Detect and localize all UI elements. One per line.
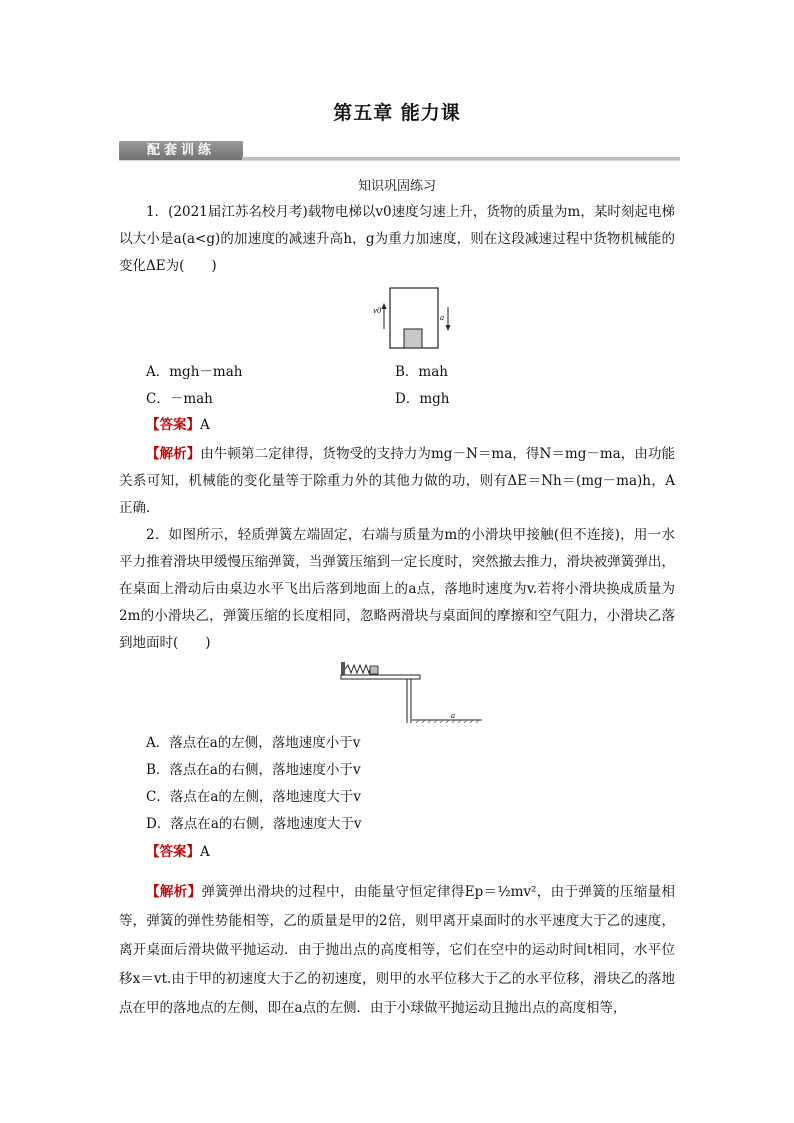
q2-answer: A [200, 844, 210, 860]
velocity-arrowhead [382, 303, 387, 309]
q1-answer-row [146, 415, 210, 435]
cargo-block [404, 329, 422, 348]
q2-option-a: A．落点在a的左侧，落地速度小于v [146, 735, 361, 751]
label-point-a: a [451, 712, 456, 720]
question-2-stem: 2．如图所示，轻质弹簧左端固定，右端与质量为m的小滑块甲接触(但不连接)，用一水平力推着滑块甲缓慢压缩弹簧，当弹簧压缩到一定长度时，突然撤去推力，滑块被弹簧弹出，在桌面上滑动后由桌边水平飞出后落到地面上的a点，落地时速度为v.若将小滑块换成质量为2m的小滑块乙，弹簧压缩的长度相同，忽略两滑块与桌面间的摩擦和空气阻力，小滑块乙落到地面时( ) [119, 527, 675, 651]
q1-analysis [119, 441, 675, 522]
q1-analysis-label: 【解析】 [146, 446, 201, 462]
q1-answer: A [200, 417, 210, 433]
label-a: a [440, 314, 445, 322]
q2-option-d: D．落点在a的右侧，落地速度大于v [146, 816, 362, 832]
q1-option-d: D．mgh [395, 391, 450, 407]
spring [345, 665, 370, 673]
q2-option-b: B．落点在a的右侧，落地速度小于v [146, 762, 361, 778]
q1-option-c: C．－mah [146, 391, 213, 407]
q2-option-c: C．落点在a的左侧，落地速度大于v [146, 789, 362, 805]
tabletop [341, 675, 420, 679]
elevator-figure [370, 287, 460, 351]
spring-table-figure [340, 660, 485, 724]
q1-analysis-text: 由牛顿第二定律得，货物受的支持力为mg－N＝ma，得N＝mg－ma，由功能关系可知，机械能的变化量等于除重力外的其他力做的功，则有ΔE＝Nh＝(mg－ma)h，A正确． [119, 446, 676, 516]
page-title: 第五章 能力课 [333, 102, 461, 124]
q2-analysis-label: 【解析】 [146, 884, 202, 900]
section-banner: 配套训练 [119, 141, 243, 161]
slider-block [370, 666, 378, 674]
q1-answer-label: 【答案】 [146, 417, 200, 433]
q2-answer-label: 【答案】 [146, 844, 200, 860]
question-1-stem: 1．(2021届江苏名校月考)载物电梯以v0速度匀速上升，货物的质量为m，某时刻起电梯以大小是a(a<g)的加速度的减速升高h，g为重力加速度，则在这段减速过程中货物机械能的变化ΔE为( ) [119, 204, 675, 274]
section-heading: 知识巩固练习 [357, 179, 436, 194]
q2-answer-row [146, 842, 210, 862]
q2-analysis [119, 878, 675, 1023]
banner-rule-thin [119, 160, 680, 161]
acceleration-arrowhead [446, 325, 451, 331]
q2-analysis-text: 弹簧弹出滑块的过程中，由能量守恒定律得Ep＝½mv²，由于弹簧的压缩量相等，弹簧的弹性势能相等，乙的质量是甲的2倍，则甲离开桌面时的水平速度大于乙的速度，离开桌面后滑块做平抛运动．由于抛出点的高度相等，它们在空中的运动时间t相同，水平位移x＝vt.由于甲的初速度大于乙的初速度，则甲的水平位移大于乙的水平位移，滑块乙的落地点在甲的落地点的左侧，即在a点的左侧．由于小球做平抛运动且抛出点的高度相等， [119, 884, 675, 1016]
q1-option-a: A．mgh－mah [146, 364, 243, 380]
label-v0: v0 [373, 307, 382, 315]
wall [341, 662, 345, 676]
q1-option-b: B．mah [395, 364, 448, 380]
